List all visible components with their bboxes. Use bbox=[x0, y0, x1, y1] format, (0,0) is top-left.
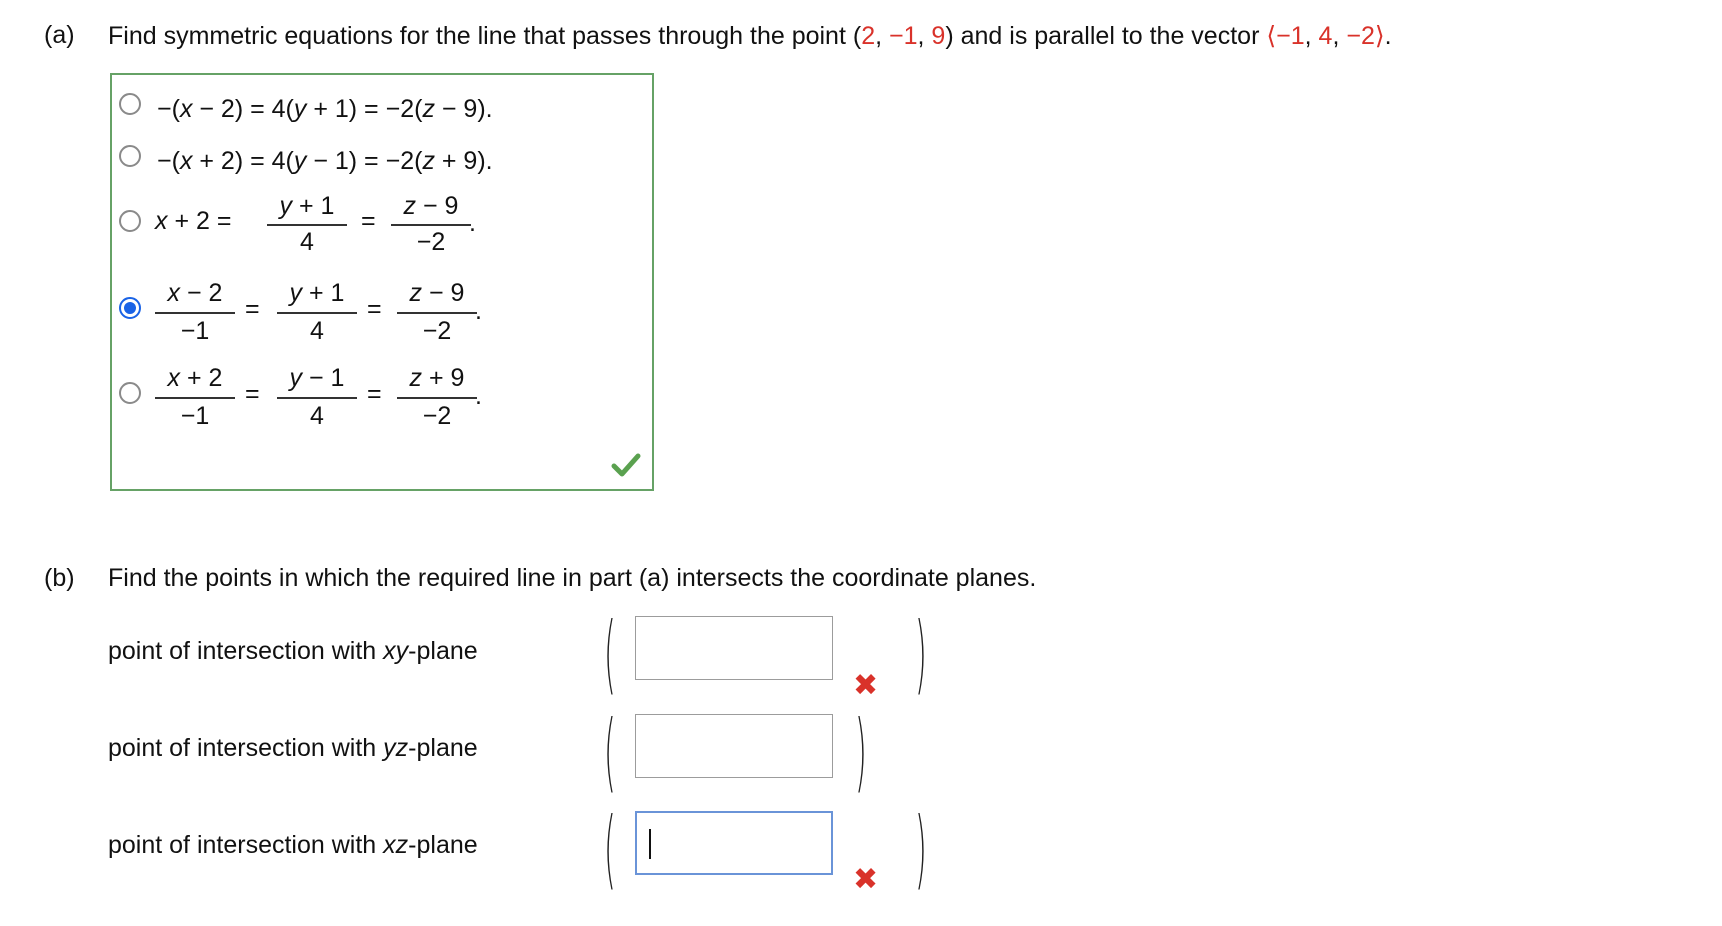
xy-open-paren: ( bbox=[604, 604, 616, 704]
option-radio-5[interactable] bbox=[119, 382, 141, 404]
yz-open-paren: ( bbox=[604, 702, 616, 802]
option-radio-4[interactable] bbox=[119, 297, 141, 319]
question-mid: and is parallel to the vector bbox=[960, 22, 1260, 50]
option-4-frac-0: x − 2 −1 bbox=[155, 277, 235, 347]
option-radio-1[interactable] bbox=[119, 93, 141, 115]
option-3-frac-1: y + 1 4 bbox=[267, 190, 347, 260]
xz-open-paren: ( bbox=[604, 799, 616, 899]
part-b-label: (b) bbox=[44, 564, 75, 592]
yz-plane-label: point of intersection with yz-plane bbox=[108, 734, 478, 762]
xy-close-paren: ) bbox=[915, 604, 927, 704]
option-4-frac-1: y + 1 4 bbox=[277, 277, 357, 347]
option-5-eq-2: = bbox=[367, 380, 382, 408]
option-3-frac-2: z − 9 −2 bbox=[391, 190, 471, 260]
yz-intersection-input[interactable] bbox=[635, 714, 833, 778]
question-prefix: Find symmetric equations for the line that passes through the point bbox=[108, 22, 846, 50]
option-3-lead: x + 2 = bbox=[155, 207, 232, 235]
part-b-question: Find the points in which the required line in part (a) intersects the coordinate planes. bbox=[108, 564, 1037, 592]
xz-close-paren: ) bbox=[915, 799, 927, 899]
part-a-question bbox=[108, 21, 1392, 51]
option-radio-3[interactable] bbox=[119, 210, 141, 232]
option-3-eq: = bbox=[361, 207, 376, 235]
vector: ⟨−1, 4, −2⟩. bbox=[1266, 22, 1392, 50]
option-5-frac-2: z + 9 −2 bbox=[397, 362, 477, 432]
option-4-eq-1: = bbox=[245, 295, 260, 323]
option-3-end: . bbox=[469, 209, 476, 237]
yz-close-paren: ) bbox=[855, 702, 867, 802]
check-icon bbox=[611, 452, 641, 478]
option-4-end: . bbox=[475, 297, 482, 325]
option-5-frac-1: y − 1 4 bbox=[277, 362, 357, 432]
text-caret bbox=[649, 829, 651, 859]
xz-intersection-input[interactable] bbox=[635, 811, 833, 875]
option-5-frac-0: x + 2 −1 bbox=[155, 362, 235, 432]
x-mark-icon: ✖ bbox=[853, 863, 879, 896]
x-mark-icon: ✖ bbox=[853, 669, 879, 702]
option-4-frac-2: z − 9 −2 bbox=[397, 277, 477, 347]
option-5-end: . bbox=[475, 382, 482, 410]
xz-plane-label: point of intersection with xz-plane bbox=[108, 831, 478, 859]
option-5-eq-1: = bbox=[245, 380, 260, 408]
xy-intersection-input[interactable] bbox=[635, 616, 833, 680]
part-a-label: (a) bbox=[44, 21, 75, 49]
option-4-eq-2: = bbox=[367, 295, 382, 323]
point: (2, −1, 9) bbox=[852, 22, 954, 50]
xy-plane-label: point of intersection with xy-plane bbox=[108, 637, 478, 665]
option-text-2: −(x + 2) = 4(y − 1) = −2(z + 9). bbox=[157, 147, 493, 175]
option-radio-2[interactable] bbox=[119, 145, 141, 167]
option-text-1: −(x − 2) = 4(y + 1) = −2(z − 9). bbox=[157, 95, 493, 123]
